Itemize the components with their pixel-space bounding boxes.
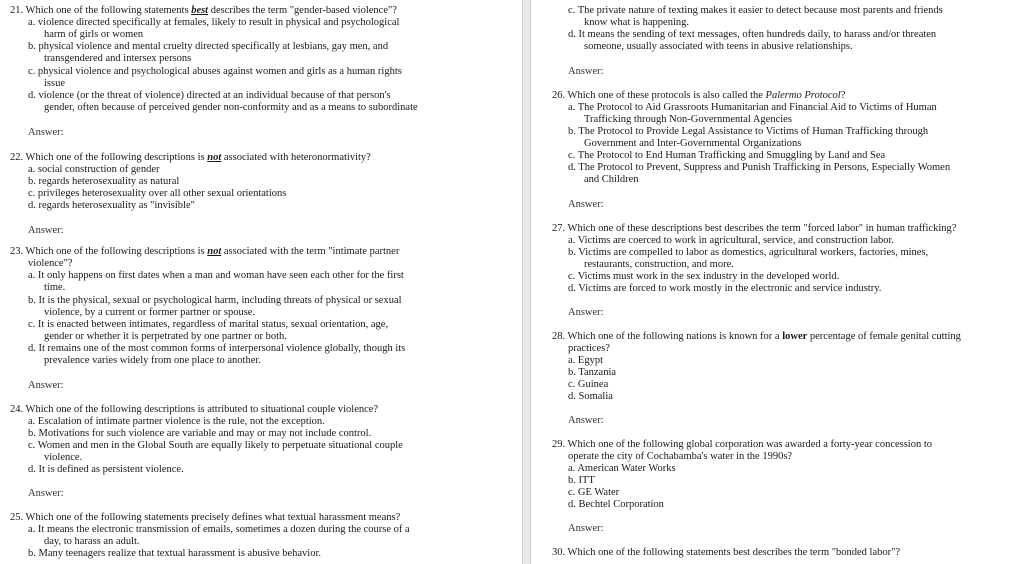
question-23-stem-cont: violence"?: [28, 258, 73, 269]
option-26b-cont: Government and Inter-Governmental Organizations: [584, 138, 802, 149]
option-22d: d. regards heterosexuality as "invisible": [28, 200, 195, 211]
option-29b: b. ITT: [568, 475, 595, 486]
answer-23: Answer:: [28, 380, 64, 391]
option-25a: a. It means the electronic transmission of emails, sometimes a dozen during the course of a: [28, 524, 410, 535]
option-25c-cont: know what is happening.: [584, 17, 689, 28]
emphasis-not: not: [207, 246, 222, 257]
option-23d: d. It remains one of the most common forms of interpersonal violence globally, though its: [28, 343, 406, 354]
option-21a-cont: harm of girls or women: [44, 29, 144, 40]
answer-28: Answer:: [568, 415, 604, 426]
answer-26: Answer:: [568, 199, 604, 210]
option-27c: c. Victims must work in the sex industry in the developed world.: [568, 271, 840, 282]
question-30-stem: 30. Which one of the following statements best describes the term "bonded labor"?: [552, 547, 901, 558]
option-28a: a. Egypt: [568, 355, 603, 366]
option-21c: c. physical violence and psychological abuses against women and girls as a human rights: [28, 66, 402, 77]
question-23-stem: 23. Which one of the following descriptions is not associated with the term "intimate partner: [10, 246, 400, 257]
option-22b: b. regards heterosexuality as natural: [28, 176, 180, 187]
question-29-stem: 29. Which one of the following global corporation was awarded a forty-year concession to: [552, 439, 933, 450]
answer-25: Answer:: [568, 66, 604, 77]
option-26d: d. The Protocol to Prevent, Suppress and Punish Trafficking in Persons, Especially Women: [568, 162, 951, 173]
question-22-stem: 22. Which one of the following descriptions is not associated with heteronormativity?: [10, 152, 371, 163]
option-29c: c. GE Water: [568, 487, 620, 498]
answer-22: Answer:: [28, 225, 64, 236]
question-28-stem-cont: practices?: [568, 343, 610, 354]
emphasis-lower: lower: [782, 331, 808, 342]
emphasis-best: best: [191, 5, 209, 16]
option-24c-cont: violence.: [44, 452, 83, 463]
option-23d-cont: prevalence varies widely from one place to another.: [44, 355, 261, 366]
option-24c: c. Women and men in the Global South are equally likely to perpetuate situational couple: [28, 440, 403, 451]
option-29d: d. Bechtel Corporation: [568, 499, 664, 510]
option-21b-cont: transgendered and intersex persons: [44, 53, 192, 64]
option-21a: a. violence directed specifically at females, likely to result in physical and psychological: [28, 17, 400, 28]
option-26c: c. The Protocol to End Human Trafficking and Smuggling by Land and Sea: [568, 150, 886, 161]
option-25c: c. The private nature of texting makes it easier to detect because most parents and friends: [568, 5, 943, 16]
option-22a: a. social construction of gender: [28, 164, 160, 175]
option-21b: b. physical violence and mental cruelty directed specifically at lesbians, gay men, and: [28, 41, 389, 52]
option-25d: d. It means the sending of text messages, often hundreds daily, to harass and/or threaten: [568, 29, 937, 40]
answer-29: Answer:: [568, 523, 604, 534]
option-27a: a. Victims are coerced to work in agricultural, service, and construction labor.: [568, 235, 895, 246]
option-27d: d. Victims are forced to work mostly in the electronic and service industry.: [568, 283, 882, 294]
column-divider: [522, 0, 531, 564]
question-27-stem: 27. Which one of these descriptions best describes the term "forced labor" in human trafficking?: [552, 223, 957, 234]
option-21d-cont: gender, often because of perceived gender non-conformity and as a means to subordinate: [44, 102, 418, 113]
answer-27: Answer:: [568, 307, 604, 318]
option-24d: d. It is defined as persistent violence.: [28, 464, 184, 475]
option-22c: c. privileges heterosexuality over all other sexual orientations: [28, 188, 287, 199]
option-26a-cont: Trafficking through Non-Governmental Agencies: [584, 114, 792, 125]
option-23a-cont: time.: [44, 282, 66, 293]
option-28c: c. Guinea: [568, 379, 609, 390]
option-25d-cont: someone, usually associated with teens in abusive relationships.: [584, 41, 853, 52]
emphasis-not: not: [207, 152, 222, 163]
option-23b: b. It is the physical, sexual or psychological harm, including threats of physical or sexual: [28, 295, 402, 306]
option-23c: c. It is enacted between intimates, regardless of marital status, sexual orientation, age,: [28, 319, 389, 330]
option-28b: b. Tanzania: [568, 367, 617, 378]
emphasis-palermo: Palermo Protocol: [765, 90, 841, 101]
right-page-column: [531, 0, 1024, 564]
question-21-stem: 21. Which one of the following statements best describes the term "gender-based violence"?: [10, 5, 397, 16]
option-26b: b. The Protocol to Provide Legal Assistance to Victims of Human Trafficking through: [568, 126, 929, 137]
question-24-stem: 24. Which one of the following descriptions is attributed to situational couple violence?: [10, 404, 379, 415]
option-24a: a. Escalation of intimate partner violence is the rule, not the exception.: [28, 416, 325, 427]
option-25a-cont: day, to harass an adult.: [44, 536, 140, 547]
option-27b-cont: restaurants, construction, and more.: [584, 259, 734, 270]
option-29a: a. American Water Works: [568, 463, 676, 474]
question-28-stem: 28. Which one of the following nations is known for a lower percentage of female genital cutting: [552, 331, 961, 342]
question-26-stem: 26. Which one of these protocols is also called the Palermo Protocol?: [552, 90, 846, 101]
option-23c-cont: gender or whether it is perpetrated by one partner or both.: [44, 331, 287, 342]
option-26d-cont: and Children: [584, 174, 639, 185]
question-29-stem-cont: operate the city of Cochabamba's water in the 1990s?: [568, 451, 793, 462]
option-28d: d. Somalia: [568, 391, 613, 402]
answer-21: Answer:: [28, 127, 64, 138]
option-26a: a. The Protocol to Aid Grassroots Humanitarian and Financial Aid to Victims of Human: [568, 102, 937, 113]
answer-24: Answer:: [28, 488, 64, 499]
option-27b: b. Victims are compelled to labor as domestics, agricultural workers, factories, mines,: [568, 247, 929, 258]
option-21c-cont: issue: [44, 78, 65, 89]
option-23b-cont: violence, by a current or former partner or spouse.: [44, 307, 256, 318]
option-23a: a. It only happens on first dates when a man and woman have seen each other for the first: [28, 270, 404, 281]
option-21d: d. violence (or the threat of violence) directed at an individual because of that person's: [28, 90, 391, 101]
option-24b: b. Motivations for such violence are variable and may or may not include control.: [28, 428, 372, 439]
option-25b: b. Many teenagers realize that textual harassment is abusive behavior.: [28, 548, 322, 559]
question-25-stem: 25. Which one of the following statements precisely defines what textual harassment means?: [10, 512, 401, 523]
